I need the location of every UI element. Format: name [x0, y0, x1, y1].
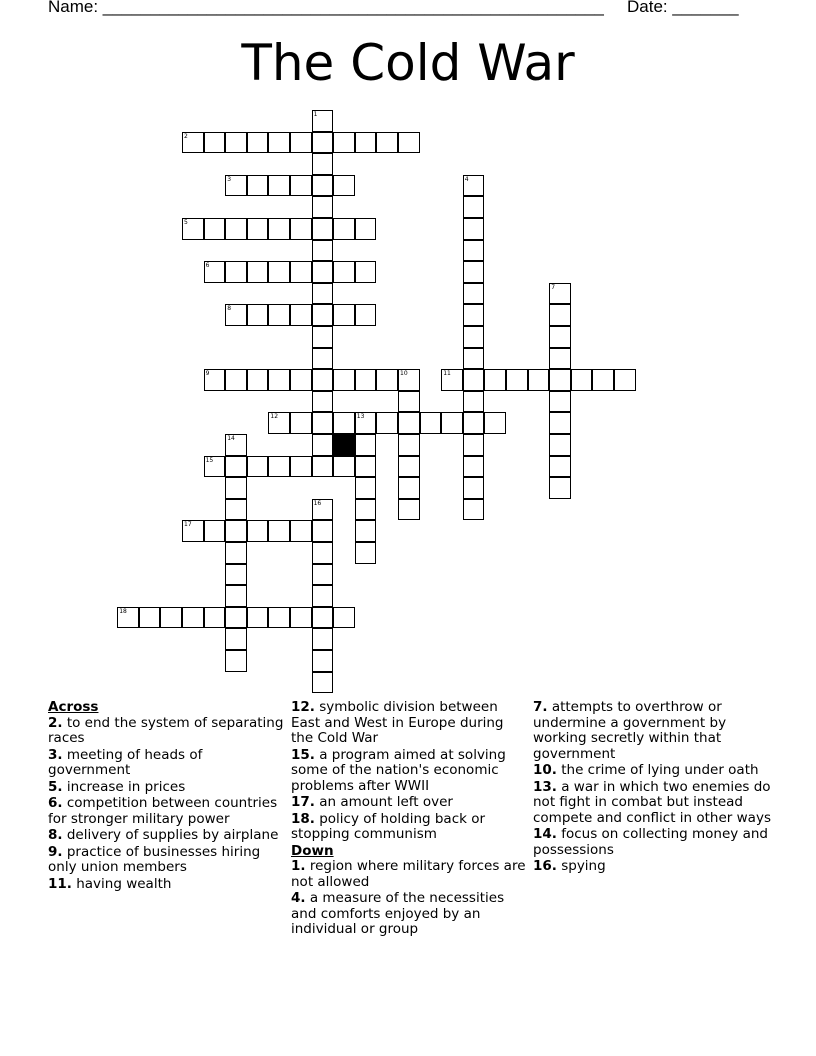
clue-down-16 [533, 859, 771, 875]
grid-cell[interactable] [247, 261, 269, 283]
grid-cell[interactable] [268, 218, 290, 240]
clue-number: 18. [291, 810, 315, 827]
grid-number-label: 3 [227, 175, 232, 183]
grid-cell[interactable] [549, 412, 571, 434]
grid-cell[interactable] [225, 304, 247, 326]
grid-cell[interactable] [225, 369, 247, 391]
grid-cell[interactable] [290, 261, 312, 283]
grid-number-label: 12 [270, 413, 279, 421]
clue-text: increase in prices [66, 778, 186, 795]
clue-down-7 [533, 700, 771, 762]
grid-cell[interactable] [312, 261, 334, 283]
clue-across-11 [48, 877, 286, 893]
clue-text: a war in which two enemies do not fight in combat but instead compete and conflict in other ways [533, 778, 771, 826]
clue-number: 6. [48, 795, 63, 811]
grid-cell[interactable] [312, 564, 334, 586]
grid-number-label: 11 [443, 370, 451, 378]
across-heading: Across [48, 699, 99, 715]
grid-cell[interactable] [312, 110, 334, 132]
grid-cell[interactable] [549, 326, 571, 348]
grid-cell[interactable] [268, 456, 290, 478]
grid-cell[interactable] [312, 542, 334, 564]
grid-cell[interactable] [355, 412, 377, 434]
grid-cell[interactable] [312, 348, 334, 370]
grid-number-label: 7 [551, 283, 556, 291]
grid-cell[interactable] [355, 218, 377, 240]
clue-number: 11. [48, 875, 72, 892]
clue-across-3 [48, 748, 286, 779]
grid-cell[interactable] [398, 456, 420, 478]
grid-cell[interactable] [225, 132, 247, 154]
grid-cell[interactable] [247, 304, 269, 326]
grid-cell[interactable] [463, 261, 485, 283]
grid-cell[interactable] [398, 499, 420, 521]
grid-cell[interactable] [333, 218, 355, 240]
clue-text: spying [561, 858, 606, 874]
clue-text: region where military forces are not allowed [291, 858, 526, 890]
grid-cell[interactable] [225, 477, 247, 499]
grid-cell[interactable] [225, 175, 247, 197]
grid-cell[interactable] [549, 369, 571, 391]
grid-cell[interactable] [204, 369, 226, 391]
grid-cell[interactable] [614, 369, 636, 391]
grid-cell[interactable] [139, 607, 161, 629]
grid-cell[interactable] [312, 304, 334, 326]
grid-cell[interactable] [312, 218, 334, 240]
grid-cell[interactable] [312, 240, 334, 262]
grid-cell[interactable] [376, 369, 398, 391]
clue-number: 14. [533, 826, 557, 842]
clue-number: 17. [291, 794, 315, 810]
grid-cell[interactable] [247, 132, 269, 154]
grid-cell[interactable] [549, 456, 571, 478]
clue-text: an amount left over [319, 794, 453, 810]
grid-cell[interactable] [376, 132, 398, 154]
grid-number-label: 8 [227, 305, 232, 313]
clue-text: symbolic division between East and West in Europe during the Cold War [291, 699, 504, 746]
grid-cell[interactable] [182, 132, 204, 154]
clues-column-1 [48, 700, 286, 893]
grid-cell[interactable] [398, 434, 420, 456]
grid-cell[interactable] [333, 304, 355, 326]
clue-across-8 [48, 828, 286, 844]
grid-cell[interactable] [268, 369, 290, 391]
grid-number-label: 1 [313, 111, 318, 118]
grid-cell[interactable] [182, 520, 204, 542]
grid-cell[interactable] [592, 369, 614, 391]
grid-number-label: 5 [184, 219, 188, 226]
grid-number-label: 4 [464, 175, 469, 183]
grid-cell[interactable] [355, 304, 377, 326]
grid-cell[interactable] [333, 607, 355, 629]
grid-cell[interactable] [290, 412, 312, 434]
clue-number: 15. [291, 746, 315, 763]
grid-cell[interactable] [204, 132, 226, 154]
grid-cell[interactable] [549, 391, 571, 413]
grid-cell[interactable] [290, 456, 312, 478]
clue-number: 4. [291, 890, 306, 906]
grid-number-label: 16 [313, 499, 322, 507]
grid-cell[interactable] [312, 153, 334, 175]
grid-cell[interactable] [549, 283, 571, 305]
grid-number-label: 13 [356, 413, 365, 421]
clue-text: the crime of lying under oath [561, 762, 759, 778]
grid-cell[interactable] [312, 607, 334, 629]
clue-text: to end the system of separating races [48, 714, 284, 746]
grid-cell[interactable] [247, 456, 269, 478]
grid-cell[interactable] [312, 391, 334, 413]
grid-cell[interactable] [204, 218, 226, 240]
clue-text: practice of businesses hiring only union members [48, 843, 261, 875]
grid-cell[interactable] [463, 369, 485, 391]
clue-across-18 [291, 812, 529, 843]
grid-number-label: 10 [400, 370, 408, 378]
grid-cell[interactable] [312, 499, 334, 521]
clue-down-10 [533, 763, 771, 779]
clue-number: 2. [48, 714, 63, 731]
clue-text: policy of holding back or stopping communism [291, 810, 486, 842]
grid-cell[interactable] [182, 607, 204, 629]
grid-cell[interactable] [333, 132, 355, 154]
grid-cell[interactable] [333, 175, 355, 197]
grid-cell[interactable] [463, 175, 485, 197]
grid-cell[interactable] [312, 283, 334, 305]
clue-number: 10. [533, 762, 557, 778]
grid-cell[interactable] [312, 672, 334, 694]
grid-cell[interactable] [204, 456, 226, 478]
grid-cell[interactable] [268, 304, 290, 326]
date-field[interactable]: Date: _______ [627, 0, 739, 16]
clue-across-5 [48, 780, 286, 796]
grid-cell[interactable] [204, 607, 226, 629]
grid-cell[interactable] [182, 218, 204, 240]
grid-cell[interactable] [463, 218, 485, 240]
grid-cell[interactable] [225, 218, 247, 240]
grid-cell[interactable] [333, 369, 355, 391]
clues-column-2 [291, 700, 529, 939]
grid-cell[interactable] [549, 434, 571, 456]
grid-cell[interactable] [312, 456, 334, 478]
grid-cell[interactable] [117, 607, 139, 629]
grid-cell[interactable] [247, 520, 269, 542]
grid-cell[interactable] [463, 499, 485, 521]
grid-cell[interactable] [463, 240, 485, 262]
grid-cell[interactable] [290, 218, 312, 240]
clue-down-14 [533, 827, 771, 858]
grid-cell[interactable] [528, 369, 550, 391]
clue-number: 9. [48, 843, 63, 860]
clue-text: a program aimed at solving some of the nation's economic problems after WWII [291, 746, 506, 794]
clue-number: 12. [291, 699, 315, 715]
grid-number-label: 14 [227, 435, 235, 442]
clue-text: having wealth [76, 875, 172, 892]
grid-cell[interactable] [268, 520, 290, 542]
grid-cell[interactable] [225, 607, 247, 629]
grid-number-label: 17 [184, 521, 192, 529]
grid-cell[interactable] [247, 607, 269, 629]
grid-cell[interactable] [312, 175, 334, 197]
grid-cell[interactable] [333, 456, 355, 478]
grid-cell[interactable] [441, 412, 463, 434]
grid-number-label: 2 [184, 132, 188, 140]
clue-across-15 [291, 748, 529, 795]
grid-cell[interactable] [398, 132, 420, 154]
grid-cell[interactable] [225, 520, 247, 542]
grid-cell[interactable] [225, 499, 247, 521]
grid-cell[interactable] [398, 477, 420, 499]
grid-cell[interactable] [268, 175, 290, 197]
page-title: The Cold War [241, 34, 575, 92]
grid-cell[interactable] [247, 369, 269, 391]
clue-text: attempts to overthrow or undermine a government by working secretly within that government [533, 699, 727, 762]
down-heading: Down [291, 842, 334, 859]
clue-text: delivery of supplies by airplane [66, 827, 279, 843]
grid-cell[interactable] [312, 650, 334, 672]
clue-across-12 [291, 700, 529, 747]
grid-cell[interactable] [268, 261, 290, 283]
clue-text: focus on collecting money and possessions [533, 826, 768, 858]
grid-cell[interactable] [484, 412, 506, 434]
grid-cell[interactable] [290, 369, 312, 391]
grid-cell[interactable] [355, 520, 377, 542]
grid-cell[interactable] [225, 585, 247, 607]
clue-number: 7. [533, 699, 548, 715]
grid-cell[interactable] [571, 369, 593, 391]
grid-cell[interactable] [204, 520, 226, 542]
grid-number-label: 18 [119, 607, 127, 615]
clue-number: 5. [48, 778, 63, 795]
grid-cell[interactable] [312, 369, 334, 391]
grid-cell[interactable] [355, 369, 377, 391]
grid-cell[interactable] [463, 326, 485, 348]
grid-cell[interactable] [398, 391, 420, 413]
blocked-cell [333, 434, 355, 456]
grid-cell[interactable] [376, 412, 398, 434]
clue-number: 8. [48, 827, 63, 843]
grid-cell[interactable] [463, 456, 485, 478]
grid-cell[interactable] [420, 412, 442, 434]
grid-cell[interactable] [290, 607, 312, 629]
grid-cell[interactable] [225, 564, 247, 586]
grid-cell[interactable] [333, 412, 355, 434]
grid-cell[interactable] [204, 261, 226, 283]
grid-cell[interactable] [225, 542, 247, 564]
grid-cell[interactable] [549, 304, 571, 326]
grid-cell[interactable] [398, 412, 420, 434]
grid-cell[interactable] [225, 434, 247, 456]
grid-cell[interactable] [355, 542, 377, 564]
clue-number: 3. [48, 746, 63, 763]
grid-cell[interactable] [549, 348, 571, 370]
grid-cell[interactable] [290, 132, 312, 154]
grid-number-label: 6 [205, 262, 210, 270]
grid-cell[interactable] [463, 477, 485, 499]
grid-cell[interactable] [441, 369, 463, 391]
clue-number: 13. [533, 778, 557, 795]
grid-cell[interactable] [312, 326, 334, 348]
name-field[interactable]: Name: _____________________________________________________ [48, 0, 604, 16]
grid-cell[interactable] [355, 261, 377, 283]
grid-cell[interactable] [463, 412, 485, 434]
grid-cell[interactable] [355, 434, 377, 456]
grid-cell[interactable] [290, 520, 312, 542]
grid-cell[interactable] [312, 412, 334, 434]
clue-text: competition between countries for stronger military power [48, 795, 278, 827]
grid-cell[interactable] [355, 477, 377, 499]
grid-cell[interactable] [398, 369, 420, 391]
grid-cell[interactable] [355, 456, 377, 478]
grid-cell[interactable] [484, 369, 506, 391]
grid-cell[interactable] [506, 369, 528, 391]
grid-cell[interactable] [290, 175, 312, 197]
grid-cell[interactable] [549, 477, 571, 499]
grid-cell[interactable] [225, 456, 247, 478]
grid-cell[interactable] [225, 628, 247, 650]
grid-cell[interactable] [225, 261, 247, 283]
grid-cell[interactable] [268, 132, 290, 154]
clue-number: 16. [533, 858, 557, 874]
grid-cell[interactable] [247, 175, 269, 197]
clue-across-9 [48, 845, 286, 876]
clue-text: meeting of heads of government [48, 746, 203, 778]
grid-cell[interactable] [463, 304, 485, 326]
grid-cell[interactable] [355, 499, 377, 521]
grid-cell[interactable] [312, 585, 334, 607]
grid-cell[interactable] [290, 304, 312, 326]
clues-column-3 [533, 700, 771, 876]
clue-down-13 [533, 780, 771, 827]
grid-cell[interactable] [312, 132, 334, 154]
grid-cell[interactable] [333, 261, 355, 283]
grid-cell[interactable] [247, 218, 269, 240]
grid-cell[interactable] [268, 607, 290, 629]
clue-across-2 [48, 716, 286, 747]
grid-cell[interactable] [463, 196, 485, 218]
clue-text: a measure of the necessities and comforts enjoyed by an individual or group [291, 890, 505, 937]
grid-number-label: 9 [205, 370, 210, 378]
grid-cell[interactable] [312, 520, 334, 542]
grid-cell[interactable] [268, 412, 290, 434]
grid-cell[interactable] [312, 628, 334, 650]
clue-number: 1. [291, 858, 306, 874]
grid-cell[interactable] [312, 434, 334, 456]
clue-across-6 [48, 796, 286, 827]
clue-down-4 [291, 891, 529, 938]
grid-cell[interactable] [463, 348, 485, 370]
grid-number-label: 15 [205, 456, 214, 464]
grid-cell[interactable] [355, 132, 377, 154]
grid-cell[interactable] [160, 607, 182, 629]
grid-cell[interactable] [463, 434, 485, 456]
clue-across-17 [291, 795, 529, 811]
grid-cell[interactable] [463, 283, 485, 305]
grid-cell[interactable] [463, 391, 485, 413]
clue-down-1 [291, 859, 529, 890]
grid-cell[interactable] [225, 650, 247, 672]
grid-cell[interactable] [312, 196, 334, 218]
